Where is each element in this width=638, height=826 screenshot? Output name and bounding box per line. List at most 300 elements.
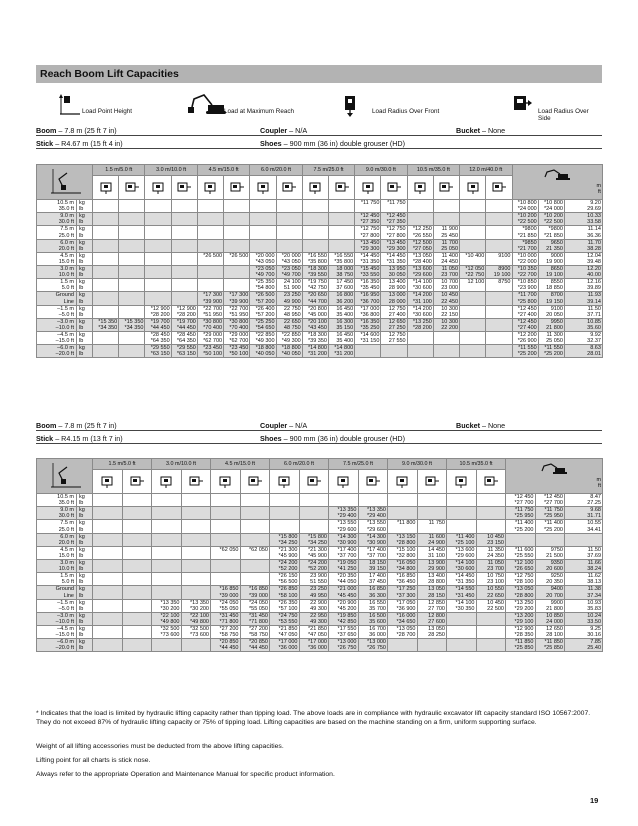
height-m: 9.0 m <box>60 507 74 514</box>
capacity-lb: *37 700 <box>367 552 386 559</box>
capacity-cell <box>181 599 211 612</box>
capacity-cell <box>512 239 538 252</box>
capacity-lb: 35 600 <box>369 618 386 625</box>
capacity-cell <box>197 252 223 265</box>
height-m: –1.5 m <box>57 599 74 606</box>
capacity-cell <box>240 533 270 546</box>
capacity-lb <box>461 338 484 344</box>
capacity-lb <box>146 219 169 225</box>
row-units <box>77 625 93 638</box>
capacity-cell <box>538 213 564 226</box>
capacity-kg: *13 050 <box>412 252 432 259</box>
capacity-lb: *45 900 <box>308 552 327 559</box>
capacity-kg: 10.33 <box>587 213 601 220</box>
capacity-lb <box>487 259 510 265</box>
capacity-cell <box>417 625 447 638</box>
capacity-lb: *26 650 <box>514 566 534 573</box>
capacity-kg: 18 150 <box>369 560 386 567</box>
capacity-kg: 9650 <box>550 239 563 246</box>
capacity-lb: *53 550 <box>278 618 298 625</box>
capacity-cell <box>119 239 145 252</box>
capacity-cell <box>358 639 388 652</box>
capacity-cell <box>358 599 388 612</box>
capacity-cell <box>564 226 602 239</box>
capacity-cell <box>565 546 603 559</box>
capacity-kg: *11 550 <box>544 345 563 352</box>
capacity-kg: 11.14 <box>587 226 601 233</box>
table-row <box>37 252 603 265</box>
capacity-lb <box>212 513 239 519</box>
capacity-cell <box>381 226 407 239</box>
capacity-kg: *12 450 <box>386 213 406 220</box>
capacity-cell <box>119 200 145 213</box>
capacity-lb: *42 850 <box>337 618 357 625</box>
height-ft: –5.0 ft <box>58 311 74 318</box>
unit-kg: kg <box>79 639 85 646</box>
capacity-kg: *14 450 <box>386 252 406 259</box>
capacity-cell <box>171 266 197 279</box>
capacity-cell <box>93 573 123 586</box>
capacity-cell <box>302 200 328 213</box>
capacity-lb: 38.28 <box>587 245 601 252</box>
capacity-cell <box>299 507 329 520</box>
capacity-lb: 35.60 <box>587 324 601 331</box>
capacity-kg: 11.50 <box>587 546 601 553</box>
capacity-kg: *12 900 <box>514 625 534 632</box>
capacity-cell <box>240 612 270 625</box>
capacity-lb: *30 600 <box>412 311 432 318</box>
capacity-cell <box>407 239 433 252</box>
side-icon-cell <box>476 470 506 494</box>
capacity-lb <box>173 259 196 265</box>
bucket-value: – None <box>481 126 506 135</box>
capacity-kg: 13 400 <box>388 279 406 286</box>
capacity-lb: 20 700 <box>546 592 563 599</box>
capacity-lb <box>153 527 180 533</box>
capacity-lb: *51 950 <box>229 311 249 318</box>
capacity-cell <box>565 494 603 507</box>
capacity-lb <box>146 246 169 252</box>
capacity-lb: *30 900 <box>367 539 386 546</box>
capacity-cell <box>407 345 433 358</box>
capacity-kg: *14 100 <box>455 599 475 606</box>
capacity-cell <box>460 213 486 226</box>
capacity-cell <box>486 292 512 305</box>
capacity-cell <box>299 612 329 625</box>
capacity-kg: *10 800 <box>543 200 563 207</box>
capacity-lb: 37.71 <box>587 311 601 318</box>
capacity-cell <box>433 331 459 344</box>
capacity-lb <box>120 233 143 239</box>
capacity-lb: 39.89 <box>587 285 601 292</box>
boom-label: Boom <box>36 421 57 430</box>
capacity-lb: *35 800 <box>334 258 354 265</box>
row-units <box>77 599 93 612</box>
capacity-lb: 30 050 <box>388 272 406 279</box>
table-row <box>37 520 603 533</box>
height-m: 4.5 m <box>60 252 74 259</box>
capacity-cell <box>181 639 211 652</box>
row-units <box>77 331 93 344</box>
capacity-cell <box>417 639 447 652</box>
capacity-cell <box>447 639 477 652</box>
capacity-cell <box>512 331 538 344</box>
capacity-lb <box>94 540 121 546</box>
capacity-kg: *12 750 <box>386 226 406 233</box>
capacity-lb <box>124 513 151 519</box>
capacity-cell <box>388 586 418 599</box>
radius-front-icon <box>256 182 270 194</box>
capacity-lb: 23 100 <box>487 579 504 586</box>
capacity-lb: *28 800 <box>514 592 534 599</box>
shoes-label: Shoes <box>260 139 282 148</box>
radius-front-icon <box>277 476 291 488</box>
capacity-lb: 22 200 <box>441 324 459 331</box>
capacity-kg: 9.25 <box>590 625 601 632</box>
radius-side-icon <box>130 476 144 488</box>
table-row <box>37 494 603 507</box>
capacity-cell <box>407 266 433 279</box>
unit-kg: kg <box>79 305 85 312</box>
capacity-cell <box>512 292 538 305</box>
capacity-cell <box>433 292 459 305</box>
capacity-cell <box>197 226 223 239</box>
unit-lb: lb <box>79 513 84 520</box>
capacity-cell <box>486 200 512 213</box>
capacity-lb: 38.24 <box>587 566 601 573</box>
capacity-lb <box>153 553 180 559</box>
capacity-kg: *13 350 <box>190 599 209 606</box>
capacity-kg: 12.04 <box>587 252 601 259</box>
capacity-kg: *14 300 <box>337 533 357 540</box>
capacity-lb: 25 050 <box>441 245 459 252</box>
capacity-kg: *26 350 <box>278 599 298 606</box>
unit-lb: lb <box>79 539 84 546</box>
capacity-cell <box>486 345 512 358</box>
capacity-lb <box>356 351 379 357</box>
capacity-lb <box>435 351 458 357</box>
capacity-kg: *20 000 <box>281 252 301 259</box>
capacity-cell <box>152 586 182 599</box>
capacity-lb: *25 950 <box>544 513 563 520</box>
capacity-lb <box>212 500 239 506</box>
capacity-lb <box>487 219 510 225</box>
height-m: 6.0 m <box>60 533 74 540</box>
capacity-kg: *12 900 <box>176 305 196 312</box>
front-icon-cell <box>407 176 433 200</box>
capacity-cell <box>447 586 477 599</box>
unit-lb: lb <box>79 618 84 625</box>
row-height <box>37 612 77 625</box>
capacity-kg: *31 450 <box>219 612 239 619</box>
side-icon-cell <box>299 470 329 494</box>
capacity-cell <box>276 226 302 239</box>
capacity-cell <box>388 625 418 638</box>
capacity-cell <box>355 226 381 239</box>
capacity-kg: 8750 <box>498 279 511 286</box>
side-icon-cell <box>181 470 211 494</box>
table-row <box>37 292 603 305</box>
capacity-cell <box>119 213 145 226</box>
side-icon-cell <box>224 176 250 200</box>
load-point-height-icon <box>45 459 85 491</box>
capacity-cell <box>145 318 171 331</box>
capacity-kg: *11 750 <box>360 200 380 207</box>
radius-side-icon <box>230 182 244 194</box>
capacity-kg: 23 250 <box>283 292 301 299</box>
capacity-kg: *17 000 <box>308 639 327 646</box>
capacity-lb <box>183 540 210 546</box>
capacity-lb: 34.41 <box>587 526 601 533</box>
unit-kg: kg <box>79 586 85 593</box>
capacity-lb <box>278 246 301 252</box>
capacity-cell <box>381 292 407 305</box>
capacity-cell <box>486 226 512 239</box>
capacity-kg: *11 750 <box>387 200 406 207</box>
capacity-cell <box>433 305 459 318</box>
capacity-kg: 10 300 <box>441 318 459 325</box>
height-m: 1.5 m <box>60 573 74 580</box>
capacity-cell <box>171 226 197 239</box>
capacity-kg: *24 200 <box>308 560 327 567</box>
capacity-lb <box>225 246 248 252</box>
capacity-cell <box>171 305 197 318</box>
capacity-kg: *11 750 <box>514 507 534 514</box>
capacity-lb: 18 850 <box>546 285 563 292</box>
capacity-cell <box>145 200 171 213</box>
capacity-cell <box>224 345 250 358</box>
capacity-kg: *19 750 <box>308 279 327 286</box>
capacity-kg: *17 400 <box>367 546 386 553</box>
capacity-kg: 13 400 <box>428 573 445 580</box>
capacity-lb: *57 200 <box>255 311 275 318</box>
capacity-cell <box>224 213 250 226</box>
row-units <box>77 612 93 625</box>
capacity-cell <box>122 520 152 533</box>
capacity-cell <box>211 533 241 546</box>
capacity-lb <box>183 566 210 572</box>
capacity-kg: *13 450 <box>386 239 406 246</box>
capacity-kg: 16 500 <box>369 612 386 619</box>
capacity-lb <box>124 645 151 651</box>
capacity-lb: *42 750 <box>308 285 327 292</box>
capacity-cell <box>564 266 602 279</box>
capacity-lb: *71 800 <box>249 618 268 625</box>
capacity-cell <box>211 573 241 586</box>
capacity-cell <box>299 560 329 573</box>
capacity-cell <box>506 599 536 612</box>
capacity-lb <box>448 500 475 506</box>
capacity-lb <box>461 325 484 331</box>
capacity-kg: 9400 <box>550 586 563 593</box>
capacity-kg: *12 750 <box>360 226 380 233</box>
capacity-kg: 16 300 <box>336 318 354 325</box>
capacity-cell <box>152 573 182 586</box>
unit-kg: kg <box>79 266 85 273</box>
capacity-cell <box>299 533 329 546</box>
capacity-kg: *17 550 <box>337 625 357 632</box>
capacity-cell <box>433 200 459 213</box>
capacity-cell <box>250 331 276 344</box>
capacity-kg: 11 350 <box>487 546 504 553</box>
capacity-cell <box>476 625 506 638</box>
capacity-cell <box>564 279 602 292</box>
capacity-kg: 10 750 <box>487 573 504 580</box>
radius-header: 9.0 m/30.0 ft <box>355 165 407 176</box>
capacity-cell <box>512 345 538 358</box>
capacity-lb: *40 050 <box>255 351 275 358</box>
capacity-cell <box>460 292 486 305</box>
capacity-kg: 11 750 <box>428 520 445 527</box>
capacity-kg: *15 450 <box>360 266 380 273</box>
capacity-kg: 11 400 <box>441 252 459 259</box>
side-icon-cell <box>381 176 407 200</box>
max-reach-units <box>514 183 601 195</box>
height-ft: –20.0 ft <box>55 645 74 652</box>
row-height <box>37 573 77 586</box>
capacity-cell <box>171 279 197 292</box>
capacity-cell <box>460 226 486 239</box>
capacity-kg: *13 000 <box>337 639 357 646</box>
capacity-cell <box>486 331 512 344</box>
capacity-cell <box>506 586 536 599</box>
height-m: 1.5 m <box>60 279 74 286</box>
capacity-kg: *12 200 <box>517 331 537 338</box>
capacity-kg: *16 850 <box>219 586 239 593</box>
capacity-kg: *13 250 <box>514 599 534 606</box>
capacity-lb: *28 200 <box>412 324 432 331</box>
capacity-lb: 30.16 <box>587 632 601 639</box>
height-ft: 25.0 ft <box>58 526 74 533</box>
capacity-kg: *16 550 <box>334 252 354 259</box>
capacity-lb <box>94 500 121 506</box>
capacity-cell <box>171 292 197 305</box>
capacity-lb: *73 600 <box>160 632 180 639</box>
capacity-lb <box>330 233 353 239</box>
table-row <box>37 599 603 612</box>
capacity-cell <box>93 560 123 573</box>
capacity-kg: 14 450 <box>428 546 445 553</box>
capacity-cell <box>93 507 123 520</box>
height-ft: 25.0 ft <box>58 232 74 239</box>
radius-front-icon <box>454 476 468 488</box>
capacity-lb <box>566 540 601 546</box>
capacity-kg: 12.16 <box>587 279 601 286</box>
capacity-lb: *49 300 <box>255 338 275 345</box>
capacity-lb: *25 200 <box>544 526 563 533</box>
height-ft: Line <box>63 298 74 305</box>
capacity-lb: *28 200 <box>176 311 196 318</box>
capacity-kg: *17 400 <box>337 546 357 553</box>
capacity-lb: *39 550 <box>308 272 327 279</box>
capacity-cell <box>476 586 506 599</box>
capacity-cell <box>329 546 359 559</box>
radius-header: 4.5 m/15.0 ft <box>197 165 249 176</box>
capacity-lb: 35 700 <box>369 605 386 612</box>
capacity-cell <box>460 345 486 358</box>
capacity-cell <box>538 305 564 318</box>
capacity-cell <box>145 213 171 226</box>
row-height <box>37 292 77 305</box>
capacity-lb: *52 200 <box>308 566 327 573</box>
footnote-hydraulic: * Indicates that the load is limited by hydraulic lifting capacity rather than tipping load. The above loads are in compliance with hydraulic excavator lift capacity standard ISO 10567:2007. They do not exceed 87% of hydraulic lifting capacity or 75% of tipping load. Lifting capacities are based on the machine standing on a firm, uniform supporting surface. <box>36 710 591 726</box>
capacity-kg: *13 600 <box>455 546 475 553</box>
capacity-cell <box>358 507 388 520</box>
capacity-kg: *12 450 <box>517 318 537 325</box>
capacity-cell <box>447 520 477 533</box>
capacity-lb: *44 050 <box>337 579 357 586</box>
unit-lb: lb <box>79 219 84 226</box>
capacity-lb: 21 350 <box>546 245 563 252</box>
capacity-cell <box>145 345 171 358</box>
capacity-kg: 16 450 <box>336 331 354 338</box>
capacity-cell <box>565 625 603 638</box>
capacity-lb <box>173 299 196 305</box>
capacity-lb: 19 900 <box>546 258 563 265</box>
radius-side-icon <box>125 182 139 194</box>
capacity-lb <box>242 540 269 546</box>
capacity-lb <box>435 219 458 225</box>
capacity-lb <box>120 206 143 212</box>
capacity-cell <box>181 586 211 599</box>
capacity-lb <box>199 272 222 278</box>
capacity-cell <box>270 546 300 559</box>
capacity-kg: *10 400 <box>465 252 485 259</box>
capacity-cell <box>538 279 564 292</box>
unit-ft: ft <box>598 483 601 490</box>
capacity-cell <box>181 520 211 533</box>
capacity-cell <box>240 520 270 533</box>
capacity-kg: 8700 <box>550 292 563 299</box>
radius-front-icon <box>342 92 364 118</box>
radius-header: 6.0 m/20.0 ft <box>270 459 329 470</box>
capacity-lb <box>120 299 143 305</box>
capacity-lb: *25 200 <box>517 351 537 358</box>
unit-kg: kg <box>79 599 85 606</box>
capacity-kg: 22 650 <box>283 318 301 325</box>
capacity-lb <box>120 351 143 357</box>
row-height <box>37 200 77 213</box>
capacity-kg: *10 350 <box>517 266 537 273</box>
lift-table-1 <box>36 164 603 358</box>
capacity-kg: 9900 <box>550 599 563 606</box>
capacity-kg: 12 800 <box>428 612 445 619</box>
capacity-cell <box>211 560 241 573</box>
capacity-kg: 12 100 <box>467 279 485 286</box>
capacity-lb <box>461 299 484 305</box>
capacity-kg: 11 700 <box>441 239 459 246</box>
capacity-lb <box>537 540 564 546</box>
capacity-cell <box>476 520 506 533</box>
capacity-cell <box>564 213 602 226</box>
capacity-kg: *23 050 <box>255 266 275 273</box>
unit-lb: lb <box>79 526 84 533</box>
capacity-lb: 36 200 <box>336 298 354 305</box>
capacity-kg: 24 100 <box>283 279 301 286</box>
unit-lb: lb <box>79 298 84 305</box>
capacity-cell <box>328 200 354 213</box>
radius-front-icon <box>99 182 113 194</box>
capacity-cell <box>119 331 145 344</box>
capacity-cell <box>122 533 152 546</box>
capacity-kg: 11.93 <box>587 292 601 299</box>
capacity-lb: 31 100 <box>428 552 445 559</box>
capacity-cell <box>564 345 602 358</box>
capacity-cell <box>328 279 354 292</box>
capacity-cell <box>302 279 328 292</box>
capacity-lb: 28 100 <box>546 632 563 639</box>
capacity-kg: *10 200 <box>517 213 537 220</box>
